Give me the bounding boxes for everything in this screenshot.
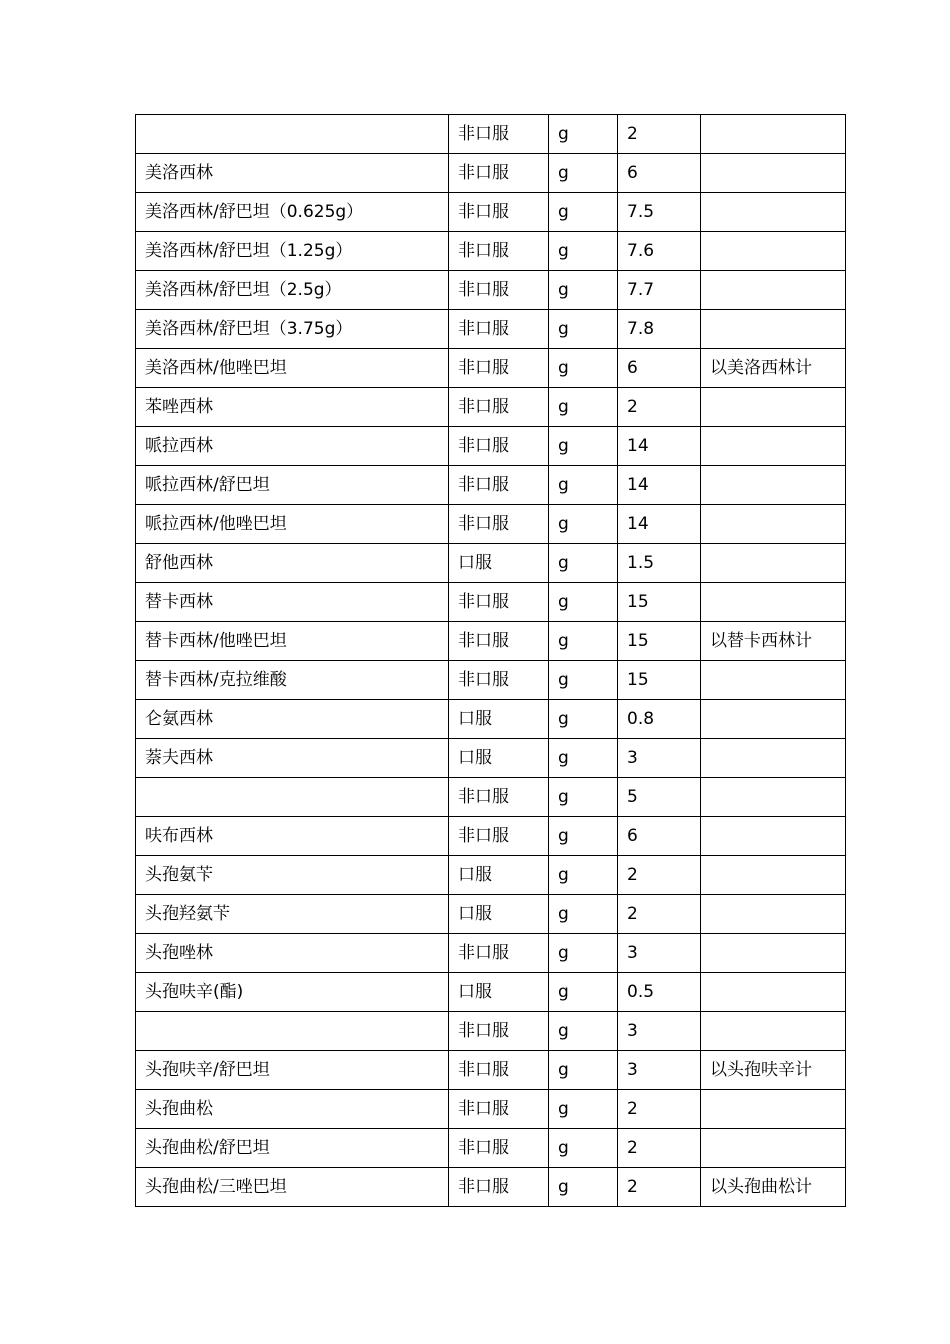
ddd-value-cell: 2 — [618, 856, 701, 895]
note-cell — [701, 778, 846, 817]
table-row — [136, 115, 846, 154]
route-cell: 非口服 — [449, 154, 549, 193]
table-row — [136, 1129, 846, 1168]
drug-name-cell: 美洛西林/他唑巴坦 — [136, 349, 449, 388]
ddd-value-cell: 0.5 — [618, 973, 701, 1012]
unit-cell: g — [549, 466, 618, 505]
route-cell: 口服 — [449, 856, 549, 895]
route-cell: 非口服 — [449, 310, 549, 349]
drug-name-cell: 头孢呋辛(酯) — [136, 973, 449, 1012]
unit-cell: g — [549, 271, 618, 310]
route-cell: 非口服 — [449, 934, 549, 973]
ddd-value-cell: 7.5 — [618, 193, 701, 232]
table-row — [136, 973, 846, 1012]
ddd-value-cell: 2 — [618, 1168, 701, 1207]
route-cell: 非口服 — [449, 193, 549, 232]
drug-name-cell: 仑氨西林 — [136, 700, 449, 739]
route-cell: 非口服 — [449, 1051, 549, 1090]
table-row — [136, 1012, 846, 1051]
note-cell — [701, 583, 846, 622]
route-cell: 非口服 — [449, 1012, 549, 1051]
ddd-value-cell: 14 — [618, 427, 701, 466]
drug-name-cell: 苯唑西林 — [136, 388, 449, 427]
table-row — [136, 193, 846, 232]
route-cell: 口服 — [449, 973, 549, 1012]
note-cell — [701, 934, 846, 973]
unit-cell: g — [549, 895, 618, 934]
route-cell: 非口服 — [449, 115, 549, 154]
drug-name-cell: 头孢唑林 — [136, 934, 449, 973]
ddd-value-cell: 6 — [618, 349, 701, 388]
table-row — [136, 349, 846, 388]
table-row — [136, 856, 846, 895]
route-cell: 非口服 — [449, 1090, 549, 1129]
route-cell: 非口服 — [449, 232, 549, 271]
table-row — [136, 544, 846, 583]
drug-name-cell: 美洛西林/舒巴坦（2.5g） — [136, 271, 449, 310]
table-row — [136, 700, 846, 739]
table-row — [136, 388, 846, 427]
note-cell — [701, 388, 846, 427]
drug-name-cell: 替卡西林 — [136, 583, 449, 622]
table-row — [136, 427, 846, 466]
drug-name-cell — [136, 778, 449, 817]
drug-name-cell: 美洛西林/舒巴坦（1.25g） — [136, 232, 449, 271]
drug-name-cell: 头孢氨苄 — [136, 856, 449, 895]
unit-cell: g — [549, 583, 618, 622]
note-cell: 以美洛西林计 — [701, 349, 846, 388]
drug-name-cell: 美洛西林/舒巴坦（0.625g） — [136, 193, 449, 232]
unit-cell: g — [549, 544, 618, 583]
note-cell — [701, 856, 846, 895]
ddd-value-cell: 15 — [618, 622, 701, 661]
ddd-value-cell: 5 — [618, 778, 701, 817]
note-cell — [701, 1129, 846, 1168]
route-cell: 非口服 — [449, 1168, 549, 1207]
drug-name-cell: 美洛西林/舒巴坦（3.75g） — [136, 310, 449, 349]
route-cell: 口服 — [449, 895, 549, 934]
unit-cell: g — [549, 934, 618, 973]
drug-name-cell: 头孢羟氨苄 — [136, 895, 449, 934]
table-row — [136, 271, 846, 310]
unit-cell: g — [549, 388, 618, 427]
drug-name-cell — [136, 1012, 449, 1051]
ddd-value-cell: 7.8 — [618, 310, 701, 349]
ddd-value-cell: 14 — [618, 466, 701, 505]
route-cell: 非口服 — [449, 349, 549, 388]
route-cell: 非口服 — [449, 661, 549, 700]
note-cell: 以头孢呋辛计 — [701, 1051, 846, 1090]
route-cell: 非口服 — [449, 1129, 549, 1168]
ddd-value-cell: 6 — [618, 154, 701, 193]
unit-cell: g — [549, 1168, 618, 1207]
drug-name-cell: 哌拉西林 — [136, 427, 449, 466]
table-row — [136, 310, 846, 349]
ddd-value-cell: 0.8 — [618, 700, 701, 739]
ddd-value-cell: 7.6 — [618, 232, 701, 271]
table-row — [136, 622, 846, 661]
ddd-value-cell: 7.7 — [618, 271, 701, 310]
note-cell: 以头孢曲松计 — [701, 1168, 846, 1207]
note-cell — [701, 1012, 846, 1051]
drug-name-cell: 头孢曲松/舒巴坦 — [136, 1129, 449, 1168]
drug-name-cell: 舒他西林 — [136, 544, 449, 583]
table-row — [136, 505, 846, 544]
ddd-table-body — [136, 115, 846, 1207]
table-row — [136, 232, 846, 271]
unit-cell: g — [549, 1051, 618, 1090]
ddd-value-cell: 15 — [618, 661, 701, 700]
drug-name-cell — [136, 115, 449, 154]
note-cell — [701, 973, 846, 1012]
ddd-value-cell: 6 — [618, 817, 701, 856]
note-cell — [701, 895, 846, 934]
note-cell — [701, 661, 846, 700]
route-cell: 非口服 — [449, 778, 549, 817]
drug-name-cell: 萘夫西林 — [136, 739, 449, 778]
note-cell — [701, 817, 846, 856]
note-cell — [701, 505, 846, 544]
unit-cell: g — [549, 700, 618, 739]
note-cell — [701, 466, 846, 505]
table-row — [136, 1090, 846, 1129]
unit-cell: g — [549, 739, 618, 778]
unit-cell: g — [549, 154, 618, 193]
table-row — [136, 466, 846, 505]
note-cell — [701, 310, 846, 349]
unit-cell: g — [549, 1129, 618, 1168]
route-cell: 非口服 — [449, 583, 549, 622]
unit-cell: g — [549, 622, 618, 661]
ddd-value-cell: 2 — [618, 388, 701, 427]
table-row — [136, 661, 846, 700]
drug-name-cell: 头孢呋辛/舒巴坦 — [136, 1051, 449, 1090]
note-cell — [701, 115, 846, 154]
drug-name-cell: 替卡西林/克拉维酸 — [136, 661, 449, 700]
table-row — [136, 739, 846, 778]
route-cell: 非口服 — [449, 427, 549, 466]
unit-cell: g — [549, 349, 618, 388]
route-cell: 口服 — [449, 739, 549, 778]
unit-cell: g — [549, 115, 618, 154]
note-cell — [701, 1090, 846, 1129]
route-cell: 非口服 — [449, 388, 549, 427]
ddd-value-cell: 14 — [618, 505, 701, 544]
ddd-value-cell: 3 — [618, 739, 701, 778]
note-cell — [701, 271, 846, 310]
note-cell — [701, 739, 846, 778]
table-row — [136, 817, 846, 856]
drug-name-cell: 头孢曲松 — [136, 1090, 449, 1129]
table-row — [136, 934, 846, 973]
ddd-value-cell: 2 — [618, 895, 701, 934]
drug-name-cell: 替卡西林/他唑巴坦 — [136, 622, 449, 661]
table-row — [136, 1168, 846, 1207]
note-cell — [701, 154, 846, 193]
route-cell: 非口服 — [449, 466, 549, 505]
unit-cell: g — [549, 661, 618, 700]
drug-name-cell: 呋布西林 — [136, 817, 449, 856]
route-cell: 非口服 — [449, 622, 549, 661]
unit-cell: g — [549, 232, 618, 271]
ddd-value-cell: 15 — [618, 583, 701, 622]
table-row — [136, 154, 846, 193]
unit-cell: g — [549, 427, 618, 466]
drug-name-cell: 哌拉西林/他唑巴坦 — [136, 505, 449, 544]
unit-cell: g — [549, 310, 618, 349]
note-cell: 以替卡西林计 — [701, 622, 846, 661]
ddd-value-cell: 2 — [618, 115, 701, 154]
ddd-value-cell: 3 — [618, 934, 701, 973]
ddd-table — [135, 114, 846, 1207]
unit-cell: g — [549, 505, 618, 544]
table-row — [136, 1051, 846, 1090]
route-cell: 非口服 — [449, 505, 549, 544]
route-cell: 非口服 — [449, 817, 549, 856]
ddd-value-cell: 3 — [618, 1012, 701, 1051]
unit-cell: g — [549, 778, 618, 817]
note-cell — [701, 544, 846, 583]
unit-cell: g — [549, 817, 618, 856]
ddd-value-cell: 1.5 — [618, 544, 701, 583]
table-row — [136, 895, 846, 934]
note-cell — [701, 700, 846, 739]
route-cell: 口服 — [449, 700, 549, 739]
unit-cell: g — [549, 973, 618, 1012]
unit-cell: g — [549, 193, 618, 232]
ddd-value-cell: 3 — [618, 1051, 701, 1090]
note-cell — [701, 193, 846, 232]
route-cell: 非口服 — [449, 271, 549, 310]
drug-name-cell: 哌拉西林/舒巴坦 — [136, 466, 449, 505]
unit-cell: g — [549, 1090, 618, 1129]
note-cell — [701, 427, 846, 466]
ddd-value-cell: 2 — [618, 1090, 701, 1129]
table-row — [136, 583, 846, 622]
drug-name-cell: 头孢曲松/三唑巴坦 — [136, 1168, 449, 1207]
table-row — [136, 778, 846, 817]
note-cell — [701, 232, 846, 271]
ddd-value-cell: 2 — [618, 1129, 701, 1168]
unit-cell: g — [549, 856, 618, 895]
drug-name-cell: 美洛西林 — [136, 154, 449, 193]
unit-cell: g — [549, 1012, 618, 1051]
route-cell: 口服 — [449, 544, 549, 583]
